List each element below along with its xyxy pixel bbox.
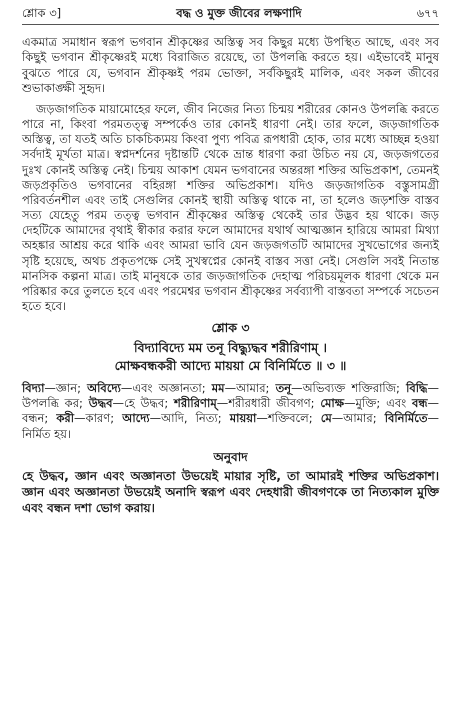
synonym-meaning: এবং অজ্ঞানতা; (132, 381, 212, 396)
synonym-term: বিনির্মিতে (384, 411, 428, 426)
header-verse-ref: শ্লোক ৩] (22, 6, 62, 20)
synonym-meaning: অভিব্যক্ত শক্তিরাজি; (302, 381, 407, 396)
synonym-meaning: আদি, নিত্য; (161, 411, 230, 426)
synonym-meaning: হে উদ্ধব; (124, 396, 175, 411)
synonym-term: আদ্যে (122, 411, 150, 426)
synonym-meaning: আমার; (343, 411, 385, 426)
translation-text: হে উদ্ধব, জ্ঞান এবং অজ্ঞানতা উভয়েই মায়ার সৃষ্টি, তা আমারই শক্তির অভিপ্রকাশ। জ্ঞান এবং অজ্ঞানতা উভয়েই অনাদি স্বরূপ এবং দেহধারী জীবগণকে তা নিত্যকাল মুক্তি এবং বন্ধন দশা ভোগ করায়। (22, 468, 439, 516)
synonym-term: বিদ্ধি (406, 381, 428, 396)
synonym-meaning: উপলব্ধি কর; (22, 396, 89, 411)
synonym-term: মম (211, 381, 225, 396)
translation-heading: অনুবাদ (213, 449, 248, 464)
verse-number: শ্লোক ৩ (211, 320, 250, 336)
paragraph-1: একমাত্র সমাধান স্বরূপ ভগবান শ্রীকৃষ্ণের অস্তিত্ব সব কিছুর মধ্যে উপস্থিত আছে, এবং সব কিছুই ভগবান শ্রীকৃষ্ণেরই মধ্যে বিরাজিত রয়েছে, তা উপলব্ধি করতে হয়। এইভাবেই মানুষ বুঝতে পারে যে, ভগবান শ্রীকৃষ্ণই পরম ভোক্তা, সর্বকিছুরই মালিক, এবং সকল জীবের শুভাকাঙ্ক্ষী সুহৃদ। (22, 35, 439, 95)
synonym-meaning: নির্মিত হয়। (22, 426, 72, 441)
synonym-meaning: শরীরধারী জীবগণ; (228, 396, 321, 411)
synonym-term: মোক্ষ (320, 396, 345, 411)
synonym-term: উদ্ধব (88, 396, 113, 411)
paragraph-2: জড়জাগতিক মায়ামোহের ফলে, জীব নিজের নিত্য চিন্ময় শরীরের কোনও উপলব্ধি করতে পারে না, কিংবা পরমতত্ত্ব সম্পর্কেও তার কোনই ধারণা নেই। তার ফলে, জড়জাগতিক অস্তিত্ব, তা যতই অতি চাকচিক্যময় কিংবা পুণ্য পবিত্র রূপধারী হোক, তার মধ্যে আচ্ছন্ন হওয়া সর্বদাই মূর্খতা মাত্র। স্বপ্নদর্শনের দৃষ্টান্তটি থেকে ভ্রান্ত ধারণা করা উচিত নয় যে, জড়জগতের দুঃখ কোনই অস্তিত্ব নেই। চিন্ময় আকাশ যেমন ভগবানের অন্তরঙ্গা শক্তির অভিপ্রকাশ, তেমনই জড়প্রকৃতিও ভগবানের বহিরঙ্গা শক্তির অভিপ্রকাশ। যদিও জড়জাগতিক বস্তুসামগ্রী পরিবর্তনশীল এবং তাই সেগুলির কোনই স্থায়ী অস্তিত্ব থাকে না, তা হলেও জড়শক্তি বাস্তব সত্য যেহেতু পরম তত্ত্ব ভগবান শ্রীকৃষ্ণের অস্তিত্ব থেকেই তার উদ্ভব হয় থাকে। জড় দেহটিকে আমাদের বৃথাই স্বীকার করার ফলে আমাদের যথার্থ আত্মজ্ঞান হারিয়ে আমরা মিথ্যা অহঙ্কার আশ্রয় করে থাকি এবং আমরা ভাবি যেন জড়জগতটি আমাদের সুখভোগের জন্যই সৃষ্টি হয়েছে, অথচ প্রকৃতপক্ষে সেই সুখস্বপ্নের কোনই বাস্তব সত্তা নেই। সেগুলি সবই নিতান্ত মানসিক কল্পনা মাত্র। তাই মানুষকে তার জড়জাগতিক দেহাত্ম পরিচয়মূলক ধারণা থেকে মন পরিষ্কার করে তুলতে হবে এবং পরমেশ্বর ভগবান শ্রীকৃষ্ণের সর্বব্যাপী বাস্তবতা সম্পর্কে সচেতন হতে হবে। (22, 101, 439, 314)
synonym-meaning: মুক্তি; এবং (355, 396, 412, 411)
purport-text (22, 35, 439, 314)
synonym-term: করী (56, 411, 75, 426)
synonym-term: বন্ধ (411, 396, 428, 411)
header-title: বদ্ধ ও মুক্ত জীবের লক্ষণাদি (176, 6, 302, 20)
synonym-meaning: কারণ; (85, 411, 123, 426)
verse-line-1: বিদ্যাবিদ্যে মম তনূ বিদ্ধ্যুদ্ধব শরীরিণাম্ । (134, 339, 327, 355)
page-header (22, 6, 439, 25)
synonym-term: মে (320, 411, 332, 426)
synonym-meaning: শক্তিবলে; (267, 411, 321, 426)
synonym-term: মায়য়া (229, 411, 257, 426)
synonym-term: অবিদ্যে (87, 381, 121, 396)
synonym-meaning: জ্ঞান; (55, 381, 88, 396)
word-meanings: বিদ্যা—জ্ঞান; অবিদ্যে—এবং অজ্ঞানতা; মম—আমার; তনূ—অভিব্যক্ত শক্তিরাজি; বিদ্ধি—উপলব্ধি কর; উদ্ধব—হে উদ্ধব; শরীরিণাম্—শরীরধারী জীবগণ; মোক্ষ—মুক্তি; এবং বন্ধ—বন্ধন; করী—কারণ; আদ্যে—আদি, নিত্য; মায়য়া—শক্তিবলে; মে—আমার; বিনির্মিতে—নির্মিত হয়। (22, 381, 439, 441)
verse-text (22, 339, 439, 375)
verse-line-2: মোক্ষবন্ধকরী আদ্যে মায়য়া মে বিনির্মিতে ॥ ৩ ॥ (114, 357, 347, 373)
synonym-term: শরীরিণাম্ (174, 396, 217, 411)
synonym-term: বিদ্যা (22, 381, 45, 396)
synonym-meaning: আমার; (236, 381, 276, 396)
page-number: ৬৭৭ (416, 6, 439, 20)
synonym-term: তনূ (275, 381, 292, 396)
synonym-meaning: বন্ধন; (22, 411, 57, 426)
